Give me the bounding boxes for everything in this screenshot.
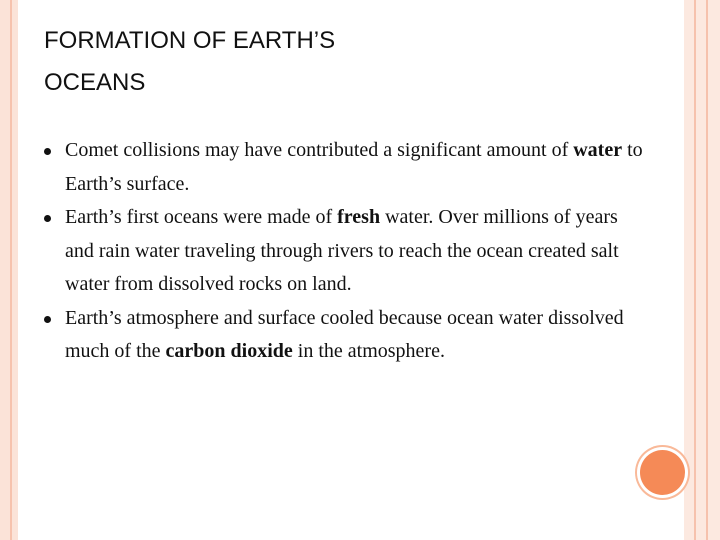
bullet-item	[44, 201, 644, 302]
bullet-item	[44, 302, 644, 369]
left-frame-border	[0, 0, 18, 540]
decorative-circle	[640, 450, 685, 495]
bullet-item	[44, 134, 644, 201]
bullet-text: Comet collisions may have contributed a significant amount of	[65, 139, 574, 161]
right-frame-line-inner	[694, 0, 696, 540]
bullet-text: Earth’s atmosphere and surface cooled because ocean water dissolved much of the	[65, 306, 624, 362]
right-frame-line-outer	[706, 0, 708, 540]
slide-title-line-2: OCEANS	[44, 69, 146, 96]
bullet-dot-icon	[44, 316, 51, 323]
bullet-list	[44, 134, 644, 369]
bullet-bold-term: water	[573, 139, 623, 161]
bullet-text: in the atmosphere.	[292, 340, 445, 362]
bullet-bold-term: fresh	[337, 206, 381, 228]
bullet-text: to Earth’s surface.	[65, 139, 643, 195]
slide-title-line-1: FORMATION OF EARTH’S	[44, 27, 336, 54]
bullet-dot-icon	[44, 148, 51, 155]
bullet-text: water. Over millions of years and rain water traveling through rivers to reach the ocean created salt water from dissolved rocks on land.	[65, 206, 619, 295]
bullet-bold-term: carbon dioxide	[165, 340, 293, 362]
bullet-dot-icon	[44, 215, 51, 222]
bullet-text: Earth’s first oceans were made of	[65, 206, 338, 228]
right-frame-border	[684, 0, 720, 540]
left-frame-line	[10, 0, 12, 540]
slide-title	[44, 20, 644, 104]
